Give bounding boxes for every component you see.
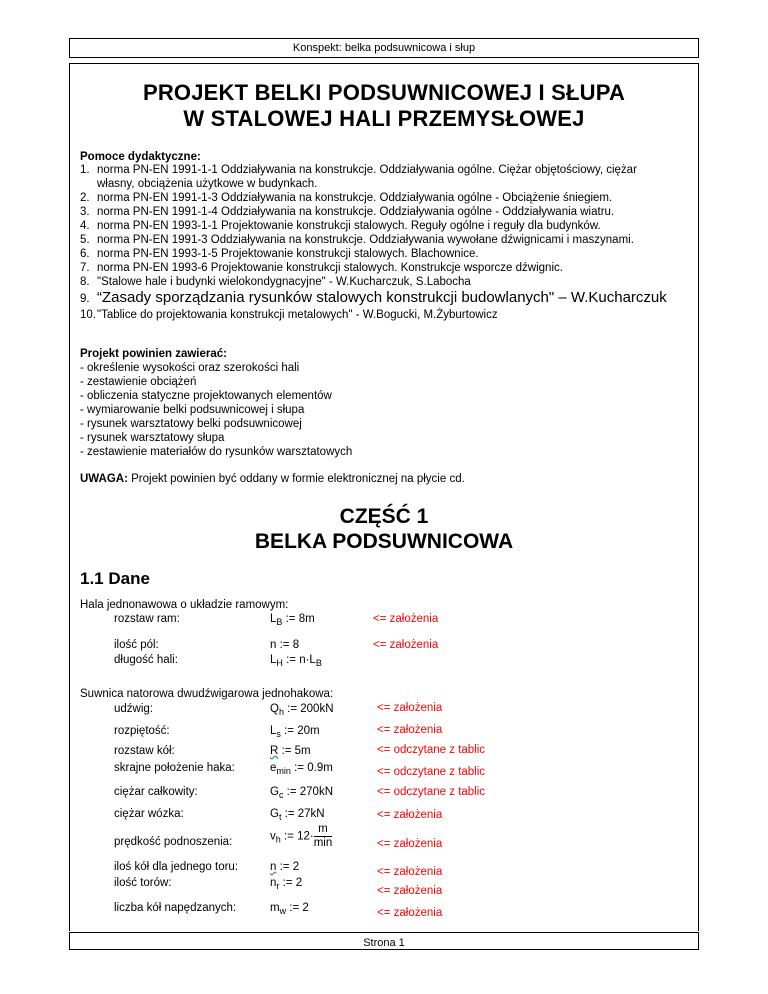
crane-label: ciężar całkowity: — [114, 786, 198, 798]
aids-item-1-num: 1. — [80, 164, 90, 176]
hall-formula: $L_H$ := $n\cdot L_B$ — [270, 654, 322, 668]
crane-label: ilość torów: — [114, 877, 172, 889]
aids-item-1-cont: własny, obciążenia użytkowe w budynkach. — [97, 178, 318, 190]
crane-note: <= założenia — [377, 702, 443, 714]
crane-formula: $Q_h$ := 200kN — [270, 703, 334, 717]
aids-item-3: norma PN-EN 1991-1-4 Oddziaływania na konstrukcje. Oddziaływania ogólne - Oddziaływania wiatru. — [97, 206, 615, 218]
crane-formula: $v_h$ := 12· $\frac{m}{\min}$ — [270, 823, 333, 849]
document-title-line-1: PROJEKT BELKI PODSUWNICOWEJ I SŁUPA — [142, 80, 626, 105]
aids-item-10-num: 10. — [80, 309, 96, 321]
aids-item-9-num: 9. — [80, 293, 90, 305]
crane-label: prędkość podnoszenia: — [114, 836, 233, 848]
aids-item-9: “Zasady sporządzania rysunków stalowych konstrukcji budowlanych" – W.Kucharczuk — [97, 289, 667, 306]
aids-item-2-num: 2. — [80, 192, 90, 204]
part-heading-line-1: CZĘŚĆ 1 — [339, 505, 429, 528]
note-text: Projekt powinien być oddany w formie elektronicznej na płycie cd. — [127, 473, 465, 485]
hall-formula: $L_B$ := 8m — [270, 613, 315, 627]
header-text: Konspekt: belka podsuwnicowa i słup — [292, 42, 476, 54]
crane-intro: Suwnica natorowa dwudźwigarowa jednohakowa: — [80, 688, 334, 700]
crane-note: <= założenia — [377, 907, 443, 919]
crane-note: <= odczytane z tablic — [377, 766, 486, 778]
aids-item-7-num: 7. — [80, 262, 90, 274]
contents-item: - zestawienie materiałów do rysunków warsztatowych — [80, 446, 353, 458]
crane-label: iloś kół dla jednego toru: — [114, 861, 239, 873]
contents-item: - określenie wysokości oraz szerokości hali — [80, 362, 300, 374]
crane-note: <= założenia — [377, 885, 443, 897]
aids-item-4-num: 4. — [80, 220, 90, 232]
crane-formula: $L_s$ := 20m — [270, 725, 320, 739]
document-title-line-2: W STALOWEJ HALI PRZEMYSŁOWEJ — [183, 106, 585, 131]
section-title: 1.1 Dane — [80, 569, 150, 588]
aids-item-6: norma PN-EN 1993-1-5 Projektowanie konstrukcji stalowych. Blachownice. — [97, 248, 479, 260]
contents-item: - wymiarowanie belki podsuwnicowej i słupa — [80, 404, 305, 416]
aids-item-10: "Tablice do projektowania konstrukcji metalowych" - W.Bogucki, M.Żyburtowicz — [97, 309, 498, 321]
aids-item-8-num: 8. — [80, 276, 90, 288]
aids-item-1: norma PN-EN 1991-1-1 Oddziaływania na konstrukcje. Oddziaływania ogólne. Ciężar objętościowy, ciężar — [97, 164, 637, 176]
page-footer — [69, 932, 699, 950]
hall-label: długość hali: — [114, 654, 178, 666]
hall-intro: Hala jednonawowa o układzie ramowym: — [80, 599, 289, 611]
crane-note: <= założenia — [377, 866, 443, 878]
crane-label: rozpiętość: — [114, 725, 170, 737]
aids-heading: Pomoce dydaktyczne: — [80, 151, 201, 163]
page-header — [69, 38, 699, 58]
aids-item-5-num: 5. — [80, 234, 90, 246]
contents-heading: Projekt powinien zawierać: — [80, 348, 227, 360]
crane-formula: $n_r$ := 2 — [270, 877, 303, 891]
crane-label: rozstaw kół: — [114, 745, 175, 757]
crane-label: udźwig: — [114, 703, 153, 715]
hall-note: <= założenia — [373, 639, 439, 651]
crane-formula: $e_{min}$ := 0.9m — [270, 762, 333, 776]
aids-item-5: norma PN-EN 1991-3 Oddziaływania na konstrukcje. Oddziaływania wywołane dźwignicami i maszynami. — [97, 234, 634, 246]
note — [80, 473, 465, 485]
hall-label: rozstaw ram: — [114, 613, 180, 625]
crane-formula: n := 2 — [270, 861, 300, 873]
contents-item: - rysunek warsztatowy słupa — [80, 432, 225, 444]
crane-label: ciężar wózka: — [114, 808, 184, 820]
aids-item-8: "Stalowe hale i budynki wielokondygnacyjne" - W.Kucharczuk, S.Labocha — [97, 276, 471, 288]
crane-formula: $m_w$ := 2 — [270, 902, 309, 916]
crane-formula: $G_c$ := 270kN — [270, 786, 333, 800]
aids-item-6-num: 6. — [80, 248, 90, 260]
contents-item: - rysunek warsztatowy belki podsuwnicowej — [80, 418, 302, 430]
aids-item-4: norma PN-EN 1993-1-1 Projektowanie konstrukcji stalowych. Reguły ogólne i reguły dla budynków. — [97, 220, 601, 232]
crane-note: <= odczytane z tablic — [377, 744, 486, 756]
aids-item-3-num: 3. — [80, 206, 90, 218]
hall-note: <= założenia — [373, 613, 439, 625]
crane-label: liczba kół napędzanych: — [114, 902, 237, 914]
page-number: Strona 1 — [363, 937, 405, 949]
hall-formula: n := 8 — [270, 639, 300, 651]
hall-label: ilość pól: — [114, 639, 159, 651]
crane-formula: R := 5m — [270, 745, 311, 757]
crane-formula: $G_t$ := 27kN — [270, 808, 325, 822]
crane-note: <= założenia — [377, 838, 443, 850]
velocity-fraction: $\frac{m}{\min}$ — [313, 823, 333, 849]
crane-note: <= założenia — [377, 809, 443, 821]
part-heading-line-2: BELKA PODSUWNICOWA — [254, 530, 514, 553]
crane-note: <= odczytane z tablic — [377, 786, 486, 798]
aids-item-2: norma PN-EN 1991-1-3 Oddziaływania na konstrukcje. Oddziaływania ogólne - Obciążenie śniegiem. — [97, 192, 613, 204]
crane-note: <= założenia — [377, 724, 443, 736]
contents-item: - zestawienie obciążeń — [80, 376, 197, 388]
aids-item-7: norma PN-EN 1993-6 Projektowanie konstrukcji stalowych. Konstrukcje wsporcze dźwignic. — [97, 262, 563, 274]
crane-label: skrajne położenie haka: — [114, 762, 235, 774]
note-label: UWAGA: — [80, 473, 128, 485]
contents-item: - obliczenia statyczne projektowanych elementów — [80, 390, 332, 402]
